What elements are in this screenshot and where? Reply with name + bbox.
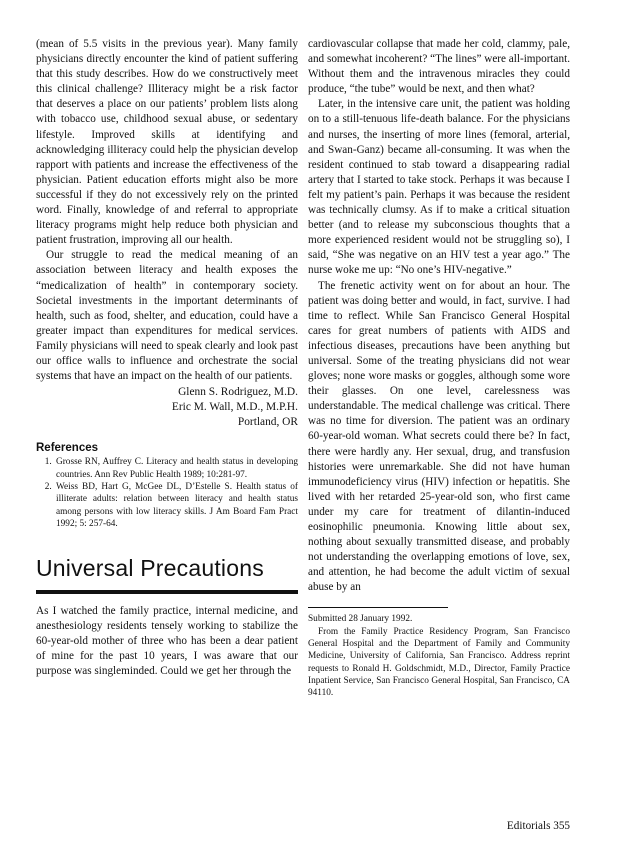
footer-section: Editorials xyxy=(506,820,551,832)
affiliation-note: From the Family Practice Residency Program, San Francisco General Hospital and the Department of Family and Community Medicine, University of California, San Francisco. Address reprint requests to Ronald H. Goldschmidt, M.D., Director, Family Practice Inpatient Service, San Francisco General Hospital, San Francisco, CA 94110. xyxy=(308,626,570,699)
page-number: 355 xyxy=(553,820,570,832)
body-paragraph: Later, in the intensive care unit, the patient was holding on to a still-tenuous life-death balance. For the physicians and nurses, the inserting of more lines (femoral, arterial, and Swan-Ganz) became all-consuming. It was when the resident continued to stab toward a disappearing radial artery that I started to take stock. Perhaps it was because I felt my patient’s pain. Perhaps it was because the resident was technically clumsy. As if to make a critical situation better (and to release my subconscious thoughts that a more experienced resident would not be struggling so), I said, “She was negative on an HIV test a year ago.” The nurse woke me up: “No one’s HIV-negative.” xyxy=(308,98,570,277)
footnotes xyxy=(308,613,570,699)
submitted-note: Submitted 28 January 1992. xyxy=(308,614,413,625)
reference-item: 2. Weiss BD, Hart G, McGee DL, D’Estelle S. Health status of illiterate adults: relation between literacy and health status among persons with low literacy skills. J Am Board Fam Pract 1992; 5: 257-64. xyxy=(54,481,298,531)
body-paragraph: Our struggle to read the medical meaning of an association between literacy and health exposes the “medicalization of health” in contemporary society. Societal investments in the important determinants of health, such as food, shelter, and education, could have a greater impact than expenditures for medical services. Family physicians will need to speak clearly and look past our office walls to influence and orchestrate the social systems that have an impact on the health of our patients. xyxy=(36,249,298,383)
title-rule xyxy=(36,590,298,594)
section-title: Universal Precautions xyxy=(36,554,264,581)
reference-list xyxy=(36,456,298,530)
reference-item: 1. Grosse RN, Auffrey C. Literacy and health status in developing countries. Ann Rev Public Health 1989; 10:281-97. xyxy=(54,456,298,481)
right-column xyxy=(308,37,570,700)
left-column xyxy=(36,37,298,679)
author-name: Eric M. Wall, M.D., M.P.H. xyxy=(171,401,298,414)
author-name: Glenn S. Rodriguez, M.D. xyxy=(178,386,298,399)
author-location: Portland, OR xyxy=(237,416,298,429)
body-paragraph: (mean of 5.5 visits in the previous year). Many family physicians directly encounter the kind of patient suffering that this study describes. How do we constructively meet this clinical challenge? Illiteracy might be a risk factor that deserves a place on our patients’ problem lists along with tobacco use, childhood sexual abuse, or sedentary lifestyle. Improved skills at identifying and acknowledging illiteracy could help the physician develop rapport with patients and increase the effectiveness of the physician. Patient education efforts might also be more successful if they do not excessively rely on the printed word. Finally, knowledge of and referral to appropriate literacy programs might help reduce both physician and patient frustration, improving all our health. xyxy=(36,38,298,247)
references-heading: References xyxy=(36,442,99,455)
body-paragraph: cardiovascular collapse that made her cold, clammy, pale, and somewhat incoherent? “The lines” were all-important. Without them and the intravenous miracles they could produce, “the tube” would be next, and then what? xyxy=(308,38,570,96)
signature-block xyxy=(36,385,298,430)
page-footer xyxy=(507,820,570,832)
body-paragraph: The frenetic activity went on for about an hour. The patient was doing better and would, in fact, survive. I had time to reflect. While San Francisco General Hospital cares for great numbers of patients with AIDS and infectious diseases, precautions have been anything but universal. Some of the treating physicians did not wear gloves; none wore masks or goggles, although some wore their glasses. On one level, carelessness was understandable. The medical challenge was critical. There was no time for diversion. The patient was an ordinary 60-year-old woman. What secrets could there be? In fact, there were hardly any. Her sexual, drug, and transfusion histories were unremarkable. She did not have human immunodeficiency virus (HIV) infection or hepatitis. She lived with her retarded 25-year-old son, who first came under my care for treatment of dilantin-induced eosinophilic pneumonia. Knowing little about sex, nothing about sexually transmitted disease, and probably not understanding the overlapping emotions of love, sex, and attention, he had become the adult victim of sexual abuse by an xyxy=(308,279,570,594)
footnote-rule xyxy=(308,607,448,608)
body-paragraph: As I watched the family practice, internal medicine, and anesthesiology residents tensely working to stabilize the 60-year-old mother of three who has been a dear patient of mine for the past 10 years, I was aware that our purpose was singleminded. Could we get her through the xyxy=(36,604,298,677)
